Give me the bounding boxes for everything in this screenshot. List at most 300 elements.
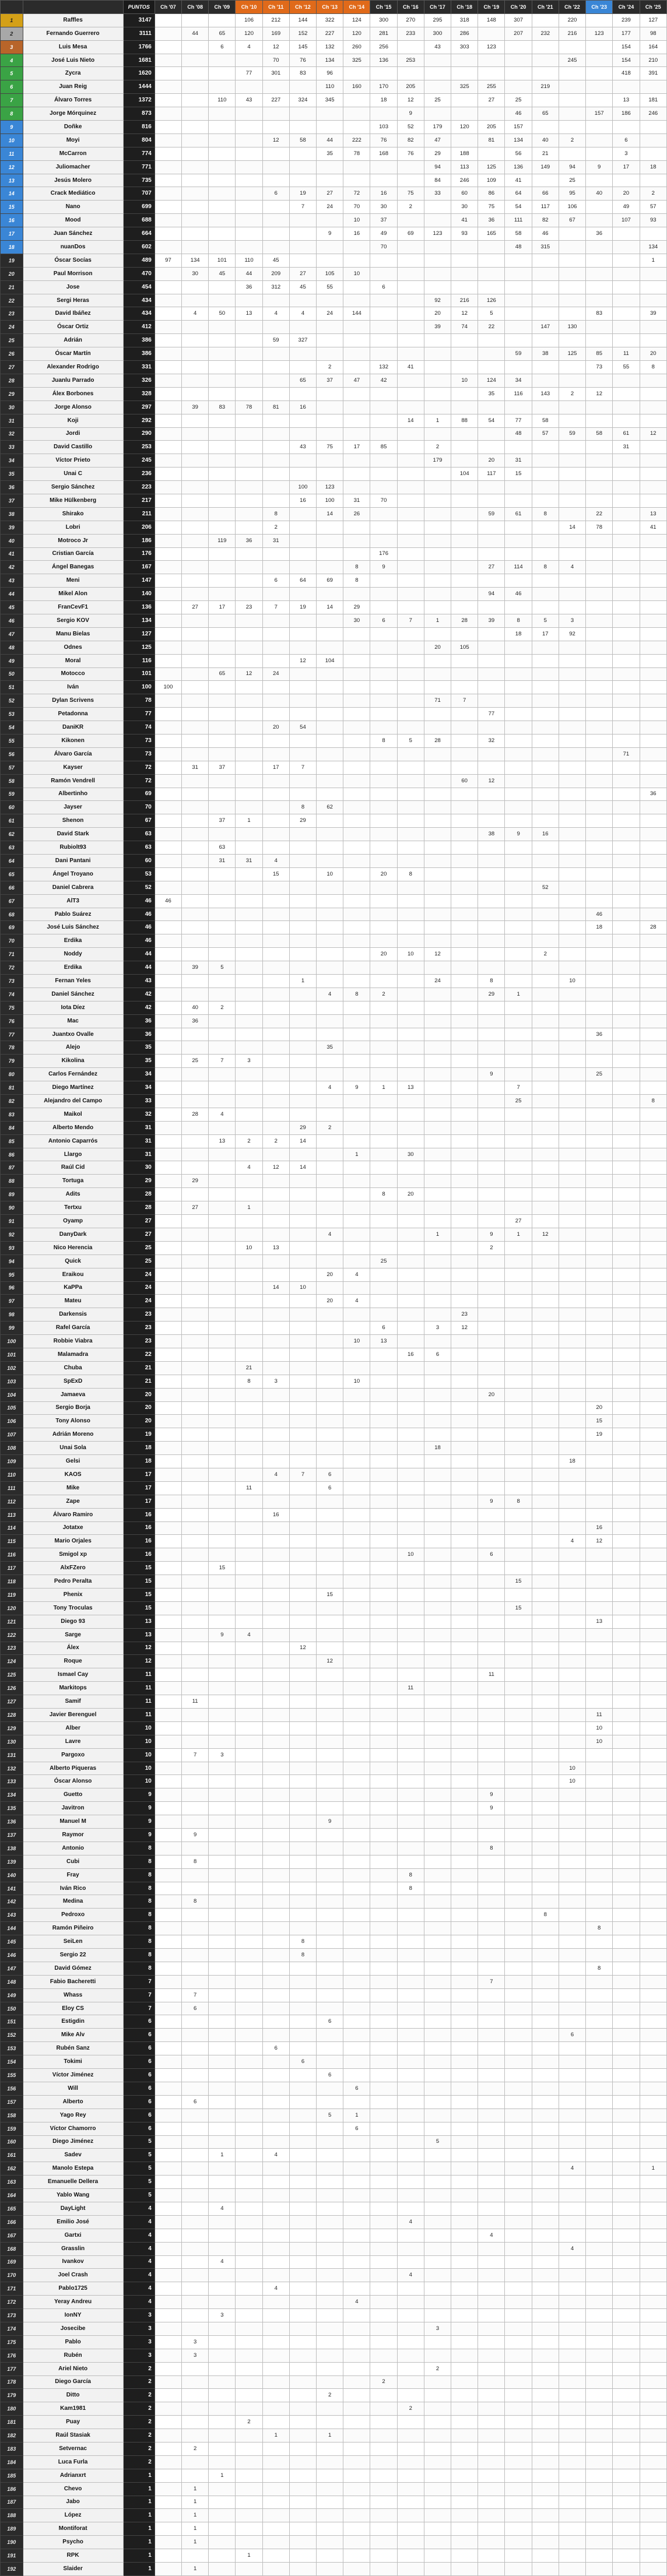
- season-points-cell: [209, 694, 236, 708]
- rank-cell: 48: [1, 641, 23, 654]
- season-points-cell: [370, 1909, 397, 1922]
- season-points-cell: 1: [209, 2149, 236, 2162]
- season-points-cell: [532, 2402, 559, 2416]
- table-row: [1, 67, 667, 80]
- season-points-cell: [343, 2242, 370, 2255]
- season-points-cell: [586, 454, 613, 468]
- season-points-cell: [397, 2482, 424, 2496]
- season-points-cell: [559, 2269, 585, 2282]
- season-points-cell: [478, 814, 505, 828]
- table-row: [1, 1041, 667, 1055]
- season-points-cell: [478, 334, 505, 347]
- season-points-cell: [424, 1841, 451, 1855]
- table-row: [1, 40, 667, 54]
- season-points-cell: 33: [424, 187, 451, 201]
- player-name: Juantxo Ovalle: [23, 1028, 123, 1041]
- rank-cell: 185: [1, 2469, 23, 2482]
- rank-cell: 181: [1, 2416, 23, 2429]
- season-points-cell: [155, 1562, 181, 1575]
- season-points-cell: 76: [397, 147, 424, 160]
- season-points-cell: [317, 1148, 343, 1161]
- season-points-cell: [236, 1802, 262, 1815]
- rank-cell: 20: [1, 267, 23, 280]
- points-cell: 434: [123, 294, 155, 307]
- season-points-cell: [182, 708, 209, 721]
- season-points-cell: [155, 1535, 181, 1548]
- season-points-cell: [236, 2455, 262, 2469]
- points-cell: 9: [123, 1788, 155, 1802]
- season-points-cell: [613, 934, 640, 948]
- season-points-cell: [640, 761, 667, 774]
- season-points-cell: [505, 2296, 532, 2309]
- season-points-cell: [451, 1081, 478, 1095]
- player-name: Luca Furla: [23, 2455, 123, 2469]
- table-row: [1, 2309, 667, 2322]
- season-points-cell: [289, 894, 316, 908]
- season-points-cell: [559, 1721, 585, 1735]
- season-points-cell: [478, 1882, 505, 1895]
- season-points-cell: [262, 841, 289, 855]
- season-points-cell: [640, 1748, 667, 1762]
- season-points-cell: [451, 1521, 478, 1535]
- season-points-cell: [397, 160, 424, 174]
- season-points-cell: [155, 1935, 181, 1949]
- season-points-cell: [262, 214, 289, 227]
- season-points-cell: [289, 1228, 316, 1241]
- season-points-cell: 31: [182, 761, 209, 774]
- season-points-cell: [451, 1935, 478, 1949]
- season-points-cell: 148: [478, 13, 505, 27]
- season-points-cell: [155, 1442, 181, 1455]
- season-points-cell: [532, 2202, 559, 2215]
- rank-cell: 62: [1, 828, 23, 841]
- season-points-cell: 14: [397, 414, 424, 427]
- season-points-cell: 16: [532, 828, 559, 841]
- season-points-cell: [209, 481, 236, 494]
- table-row: [1, 1161, 667, 1175]
- season-points-cell: [317, 2482, 343, 2496]
- season-points-cell: 55: [317, 280, 343, 294]
- season-points-cell: [424, 521, 451, 534]
- season-points-cell: [532, 1134, 559, 1148]
- season-points-cell: [505, 1188, 532, 1201]
- season-points-cell: [424, 1268, 451, 1281]
- season-points-cell: [586, 1628, 613, 1642]
- season-points-cell: 84: [424, 174, 451, 187]
- season-points-cell: [209, 441, 236, 454]
- season-points-cell: [182, 641, 209, 654]
- header-year: Ch '25: [640, 1, 667, 14]
- player-name: Petadonna: [23, 708, 123, 721]
- season-points-cell: [317, 2149, 343, 2162]
- season-points-cell: [182, 67, 209, 80]
- table-row: [1, 2082, 667, 2095]
- points-cell: 2: [123, 2455, 155, 2469]
- season-points-cell: [289, 1001, 316, 1014]
- season-points-cell: 59: [559, 427, 585, 441]
- season-points-cell: [505, 2055, 532, 2069]
- season-points-cell: [182, 1295, 209, 1308]
- rank-cell: 14: [1, 187, 23, 201]
- season-points-cell: [289, 1548, 316, 1562]
- season-points-cell: [262, 2069, 289, 2082]
- season-points-cell: [424, 601, 451, 614]
- season-points-cell: [317, 2442, 343, 2455]
- season-points-cell: [505, 1348, 532, 1361]
- season-points-cell: [343, 1442, 370, 1455]
- season-points-cell: [397, 1028, 424, 1041]
- rank-cell: 137: [1, 1829, 23, 1842]
- player-name: Álex: [23, 1642, 123, 1655]
- season-points-cell: [317, 1375, 343, 1388]
- season-points-cell: [478, 1041, 505, 1055]
- season-points-cell: [343, 427, 370, 441]
- season-points-cell: [317, 2375, 343, 2389]
- season-points-cell: [343, 174, 370, 187]
- season-points-cell: [505, 801, 532, 814]
- season-points-cell: [370, 267, 397, 280]
- season-points-cell: [155, 1815, 181, 1829]
- season-points-cell: 69: [317, 574, 343, 588]
- season-points-cell: [343, 2095, 370, 2108]
- player-name: Shenon: [23, 814, 123, 828]
- season-points-cell: [289, 121, 316, 134]
- season-points-cell: [532, 374, 559, 387]
- season-points-cell: [640, 747, 667, 761]
- season-points-cell: [236, 2229, 262, 2242]
- season-points-cell: 20: [640, 347, 667, 361]
- season-points-cell: 106: [236, 13, 262, 27]
- season-points-cell: [451, 1709, 478, 1722]
- season-points-cell: [505, 2455, 532, 2469]
- points-cell: 6: [123, 2042, 155, 2055]
- table-row: [1, 361, 667, 374]
- season-points-cell: [343, 1601, 370, 1615]
- table-row: [1, 1949, 667, 1962]
- season-points-cell: [478, 1455, 505, 1468]
- season-points-cell: [505, 1922, 532, 1935]
- points-cell: 4: [123, 2242, 155, 2255]
- season-points-cell: [182, 2162, 209, 2176]
- season-points-cell: [182, 2055, 209, 2069]
- season-points-cell: 19: [289, 187, 316, 201]
- season-points-cell: [532, 1281, 559, 1295]
- season-points-cell: [182, 694, 209, 708]
- season-points-cell: 15: [262, 867, 289, 881]
- season-points-cell: [236, 1014, 262, 1028]
- rank-cell: 85: [1, 1134, 23, 1148]
- season-points-cell: [424, 468, 451, 481]
- season-points-cell: 4: [343, 2296, 370, 2309]
- season-points-cell: [613, 1281, 640, 1295]
- season-points-cell: [155, 2496, 181, 2509]
- season-points-cell: 132: [317, 40, 343, 54]
- season-points-cell: 7: [478, 1975, 505, 1988]
- season-points-cell: [613, 494, 640, 507]
- season-points-cell: [209, 347, 236, 361]
- season-points-cell: [236, 2362, 262, 2375]
- season-points-cell: [424, 1468, 451, 1481]
- rank-cell: 160: [1, 2135, 23, 2149]
- rank-cell: 175: [1, 2335, 23, 2349]
- season-points-cell: [209, 2296, 236, 2309]
- rank-cell: 83: [1, 1108, 23, 1121]
- season-points-cell: [289, 948, 316, 961]
- season-points-cell: [236, 1882, 262, 1895]
- season-points-cell: [343, 2536, 370, 2549]
- season-points-cell: [370, 2455, 397, 2469]
- points-cell: 16: [123, 1535, 155, 1548]
- season-points-cell: [343, 908, 370, 921]
- season-points-cell: [370, 761, 397, 774]
- season-points-cell: [478, 1428, 505, 1442]
- season-points-cell: [343, 1855, 370, 1868]
- season-points-cell: [262, 2496, 289, 2509]
- season-points-cell: [640, 2002, 667, 2015]
- season-points-cell: [370, 2176, 397, 2189]
- season-points-cell: [451, 1188, 478, 1201]
- season-points-cell: [289, 1562, 316, 1575]
- season-points-cell: [505, 1428, 532, 1442]
- season-points-cell: 186: [613, 107, 640, 121]
- season-points-cell: [262, 1521, 289, 1535]
- points-cell: 5: [123, 2149, 155, 2162]
- season-points-cell: [236, 1468, 262, 1481]
- season-points-cell: 15: [317, 1588, 343, 1601]
- season-points-cell: [155, 1228, 181, 1241]
- season-points-cell: 111: [505, 214, 532, 227]
- season-points-cell: 6: [559, 2029, 585, 2042]
- table-row: [1, 1121, 667, 1134]
- season-points-cell: 9: [478, 1228, 505, 1241]
- season-points-cell: 270: [397, 13, 424, 27]
- season-points-cell: [262, 414, 289, 427]
- season-points-cell: [424, 1455, 451, 1468]
- season-points-cell: [424, 1028, 451, 1041]
- season-points-cell: [370, 1521, 397, 1535]
- season-points-cell: [182, 534, 209, 547]
- season-points-cell: [424, 2536, 451, 2549]
- season-points-cell: [451, 894, 478, 908]
- season-points-cell: [155, 347, 181, 361]
- season-points-cell: 10: [451, 374, 478, 387]
- season-points-cell: [613, 374, 640, 387]
- season-points-cell: [586, 1228, 613, 1241]
- season-points-cell: [640, 961, 667, 975]
- season-points-cell: [236, 2402, 262, 2416]
- season-points-cell: [155, 2229, 181, 2242]
- season-points-cell: [236, 1428, 262, 1442]
- season-points-cell: [182, 1628, 209, 1642]
- season-points-cell: [505, 1175, 532, 1188]
- player-name: Álvaro Ramiro: [23, 1508, 123, 1521]
- season-points-cell: [613, 2122, 640, 2135]
- season-points-cell: [209, 187, 236, 201]
- season-points-cell: [559, 2149, 585, 2162]
- points-cell: 11: [123, 1682, 155, 1695]
- season-points-cell: [451, 1014, 478, 1028]
- player-name: Sadev: [23, 2149, 123, 2162]
- rank-cell: 126: [1, 1682, 23, 1695]
- points-cell: 1: [123, 2522, 155, 2536]
- header-year: Ch '09: [209, 1, 236, 14]
- table-row: [1, 614, 667, 627]
- rank-cell: 187: [1, 2496, 23, 2509]
- season-points-cell: [397, 2189, 424, 2202]
- season-points-cell: [586, 214, 613, 227]
- season-points-cell: [155, 1161, 181, 1175]
- season-points-cell: [397, 1802, 424, 1815]
- season-points-cell: [397, 1481, 424, 1495]
- season-points-cell: [155, 1481, 181, 1495]
- rank-cell: 98: [1, 1308, 23, 1322]
- rank-cell: 2: [1, 27, 23, 40]
- season-points-cell: [182, 521, 209, 534]
- season-points-cell: [343, 2029, 370, 2042]
- season-points-cell: [451, 1841, 478, 1855]
- season-points-cell: 4: [343, 1295, 370, 1308]
- season-points-cell: [397, 214, 424, 227]
- season-points-cell: [424, 1388, 451, 1401]
- season-points-cell: [532, 1615, 559, 1628]
- rank-cell: 27: [1, 361, 23, 374]
- player-name: Zape: [23, 1495, 123, 1508]
- season-points-cell: [451, 801, 478, 814]
- season-points-cell: [478, 1949, 505, 1962]
- season-points-cell: [613, 975, 640, 988]
- season-points-cell: [586, 1268, 613, 1281]
- player-name: Óscar Alonso: [23, 1775, 123, 1788]
- season-points-cell: [343, 828, 370, 841]
- season-points-cell: [397, 975, 424, 988]
- season-points-cell: [209, 107, 236, 121]
- season-points-cell: [559, 1988, 585, 2002]
- season-points-cell: [505, 2069, 532, 2082]
- season-points-cell: [155, 1241, 181, 1254]
- season-points-cell: [289, 1308, 316, 1322]
- season-points-cell: [559, 1615, 585, 1628]
- points-cell: 74: [123, 721, 155, 735]
- season-points-cell: [317, 1428, 343, 1442]
- season-points-cell: [640, 1922, 667, 1935]
- season-points-cell: [262, 1895, 289, 1909]
- points-cell: 2: [123, 2389, 155, 2402]
- player-name: Álex Borbones: [23, 387, 123, 400]
- season-points-cell: [182, 547, 209, 561]
- season-points-cell: [640, 1361, 667, 1375]
- points-cell: 32: [123, 1108, 155, 1121]
- season-points-cell: [532, 1348, 559, 1361]
- rank-cell: 63: [1, 841, 23, 855]
- season-points-cell: [343, 921, 370, 934]
- season-points-cell: [182, 1455, 209, 1468]
- season-points-cell: 10: [559, 975, 585, 988]
- points-cell: 816: [123, 121, 155, 134]
- season-points-cell: [343, 961, 370, 975]
- season-points-cell: [182, 908, 209, 921]
- season-points-cell: [397, 1895, 424, 1909]
- season-points-cell: 2: [478, 1241, 505, 1254]
- season-points-cell: [182, 1815, 209, 1829]
- season-points-cell: [262, 1922, 289, 1935]
- season-points-cell: [236, 441, 262, 454]
- season-points-cell: [586, 1201, 613, 1215]
- season-points-cell: [532, 667, 559, 681]
- season-points-cell: [424, 1735, 451, 1748]
- points-cell: 43: [123, 975, 155, 988]
- season-points-cell: [236, 1254, 262, 1268]
- season-points-cell: 286: [451, 27, 478, 40]
- table-row: [1, 1401, 667, 1415]
- season-points-cell: [370, 1748, 397, 1762]
- table-row: [1, 1055, 667, 1068]
- rank-cell: 40: [1, 534, 23, 547]
- season-points-cell: [397, 2509, 424, 2522]
- season-points-cell: [532, 2042, 559, 2055]
- season-points-cell: 20: [586, 1401, 613, 1415]
- season-points-cell: [478, 1748, 505, 1762]
- season-points-cell: [209, 654, 236, 667]
- season-points-cell: [397, 1535, 424, 1548]
- points-cell: 7: [123, 2002, 155, 2015]
- player-name: Oyamp: [23, 1215, 123, 1228]
- season-points-cell: [182, 1481, 209, 1495]
- season-points-cell: [397, 2242, 424, 2255]
- season-points-cell: [370, 2482, 397, 2496]
- season-points-cell: [586, 1455, 613, 1468]
- season-points-cell: [451, 2375, 478, 2389]
- season-points-cell: [289, 107, 316, 121]
- season-points-cell: [532, 1868, 559, 1882]
- player-name: Slaider: [23, 2563, 123, 2576]
- season-points-cell: [478, 1655, 505, 1668]
- season-points-cell: [182, 2122, 209, 2135]
- season-points-cell: [236, 1562, 262, 1575]
- season-points-cell: [236, 1215, 262, 1228]
- season-points-cell: [613, 2015, 640, 2029]
- season-points-cell: [289, 1868, 316, 1882]
- season-points-cell: [236, 708, 262, 721]
- season-points-cell: [586, 54, 613, 67]
- season-points-cell: [397, 561, 424, 574]
- season-points-cell: [640, 2095, 667, 2108]
- season-points-cell: [613, 307, 640, 321]
- season-points-cell: [289, 2335, 316, 2349]
- rank-cell: 45: [1, 601, 23, 614]
- points-cell: 8: [123, 1949, 155, 1962]
- player-name: Sergio 22: [23, 1949, 123, 1962]
- season-points-cell: [505, 2029, 532, 2042]
- season-points-cell: [209, 13, 236, 27]
- season-points-cell: [451, 2296, 478, 2309]
- season-points-cell: [559, 1322, 585, 1335]
- season-points-cell: [397, 2015, 424, 2029]
- rank-cell: 133: [1, 1775, 23, 1788]
- season-points-cell: [613, 1575, 640, 1589]
- season-points-cell: [640, 294, 667, 307]
- season-points-cell: [370, 654, 397, 667]
- season-points-cell: [155, 1521, 181, 1535]
- season-points-cell: [640, 2496, 667, 2509]
- season-points-cell: [559, 2176, 585, 2189]
- table-row: [1, 1615, 667, 1628]
- season-points-cell: [397, 2416, 424, 2429]
- season-points-cell: [451, 107, 478, 121]
- season-points-cell: [424, 400, 451, 414]
- season-points-cell: [559, 1254, 585, 1268]
- season-points-cell: [586, 1695, 613, 1709]
- season-points-cell: [559, 2309, 585, 2322]
